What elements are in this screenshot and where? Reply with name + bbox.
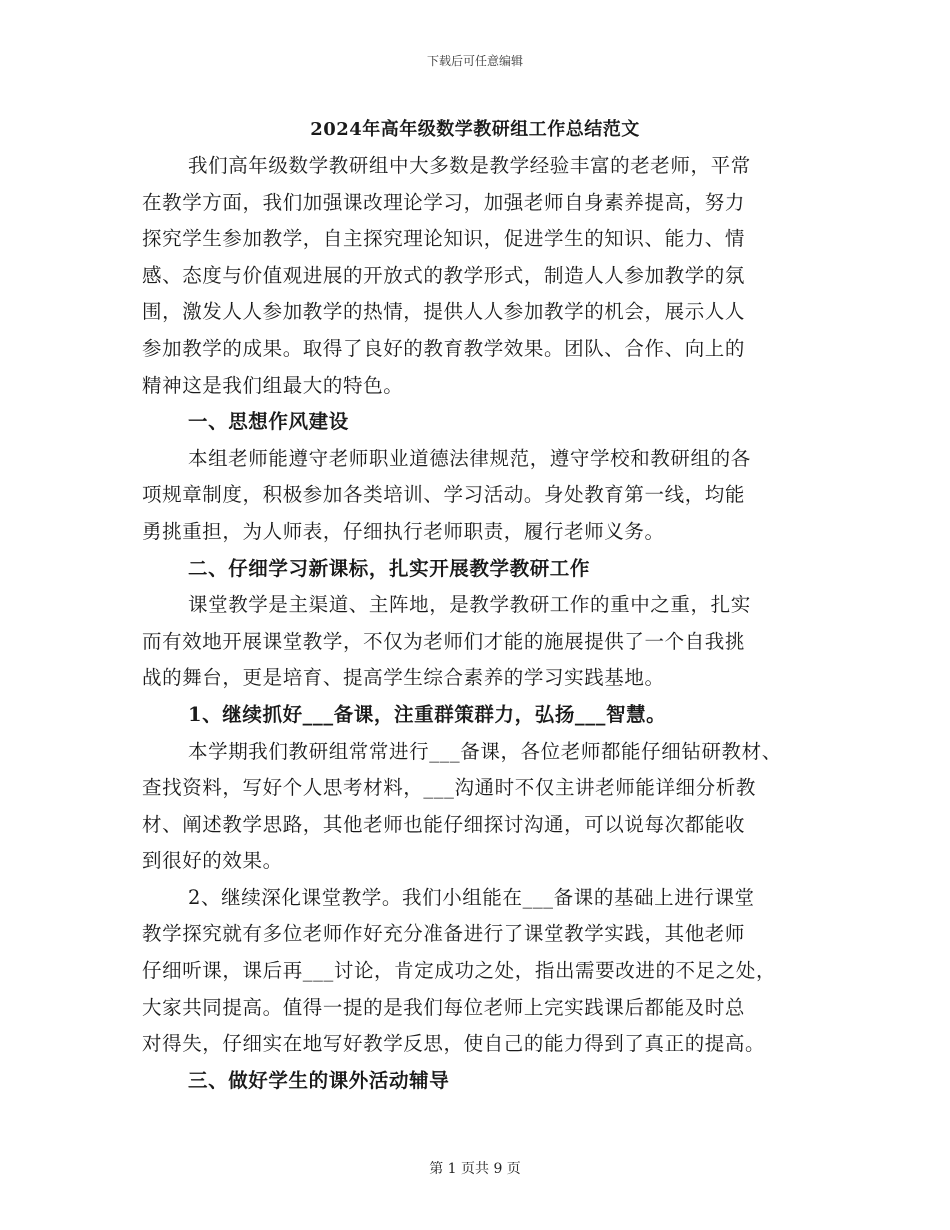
- body-text-line: 战的舞台，更是培育、提高学生综合素养的学习实践基地。: [142, 666, 665, 690]
- body-text-line: 感、态度与价值观进展的开放式的教学形式，制造人人参加教学的氛: [142, 263, 746, 287]
- body-text-line: 2、继续深化课堂教学。我们小组能在___备课的基础上进行课堂: [188, 885, 755, 909]
- body-text-line: 参加教学的成果。取得了良好的教育教学效果。团队、合作、向上的: [142, 336, 746, 360]
- document-body: [142, 148, 832, 1099]
- body-text-line: 到很好的效果。: [142, 849, 283, 873]
- body-text-line: 仔细听课，课后再___讨论，肯定成功之处，指出需要改进的不足之处，: [142, 959, 777, 983]
- body-text-line: 而有效地开展课堂教学，不仅为老师们才能的施展提供了一个自我挑: [142, 629, 746, 653]
- body-text-line: 课堂教学是主渠道、主阵地，是教学教研工作的重中之重，扎实: [188, 593, 751, 617]
- body-text-line: 本学期我们教研组常常进行___备课，各位老师都能仔细钻研教材、: [188, 739, 782, 763]
- section-heading: 1、继续抓好___备课，注重群策群力，弘扬___智慧。: [188, 702, 667, 726]
- body-text-line: 本组老师能遵守老师职业道德法律规范，遵守学校和教研组的各: [188, 446, 751, 470]
- page-footer: 第 1 页共 9 页: [429, 1161, 521, 1177]
- document-title: 2024年高年级数学教研组工作总结范文: [310, 119, 640, 140]
- body-text-line: 大家共同提高。值得一提的是我们每位老师上完实践课后都能及时总: [142, 995, 746, 1019]
- body-text-line: 对得失，仔细实在地写好教学反思，使自己的能力得到了真正的提高。: [142, 1032, 766, 1056]
- header-note: 下载后可任意编辑: [426, 54, 523, 68]
- body-text-line: 我们高年级数学教研组中大多数是教学经验丰富的老老师，平常: [188, 154, 751, 177]
- body-text-line: 精神这是我们组最大的特色。: [142, 373, 404, 397]
- body-text-line: 勇挑重担，为人师表，仔细执行老师职责，履行老师义务。: [142, 519, 665, 543]
- section-heading: 一、思想作风建设: [188, 410, 349, 434]
- section-heading: 三、做好学生的课外活动辅导: [188, 1068, 450, 1092]
- body-text-line: 在教学方面，我们加强课改理论学习，加强老师自身素养提高，努力: [142, 190, 746, 214]
- section-heading: 二、仔细学习新课标，扎实开展教学教研工作: [188, 556, 591, 580]
- body-text-line: 探究学生参加教学，自主探究理论知识，促进学生的知识、能力、情: [142, 227, 746, 251]
- body-text-line: 查找资料，写好个人思考材料，___沟通时不仅主讲老师能详细分析教: [142, 776, 756, 800]
- body-text-line: 教学探究就有多位老师作好充分准备进行了课堂教学实践，其他老师: [142, 922, 746, 946]
- body-text-line: 围，激发人人参加教学的热情，提供人人参加教学的机会，展示人人: [142, 300, 746, 324]
- body-text-line: 材、阐述教学思路，其他老师也能仔细探讨沟通，可以说每次都能收: [142, 812, 746, 836]
- body-text-line: 项规章制度，积极参加各类培训、学习活动。身处教育第一线，均能: [142, 483, 746, 507]
